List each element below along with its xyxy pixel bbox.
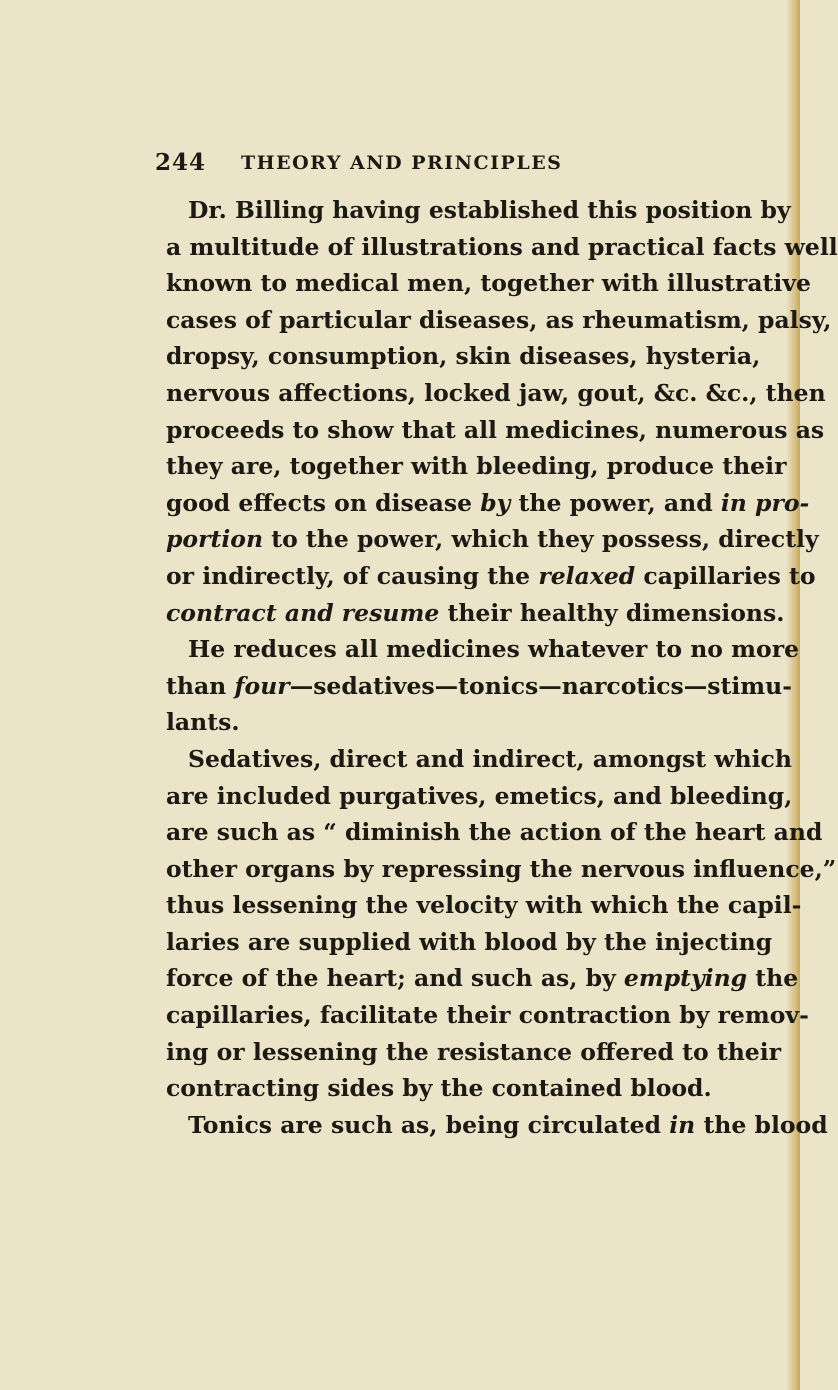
text-line — [166, 338, 761, 375]
text-run: force of the heart; and such as, by — [166, 964, 624, 993]
text-line — [166, 1107, 828, 1144]
text-run: the blood — [695, 1110, 828, 1139]
running-head: THEORY AND PRINCIPLES — [241, 152, 563, 174]
text-run: a multitude of illustrations and practical facts well — [166, 232, 838, 261]
text-run: the power, and — [510, 488, 721, 517]
text-line — [166, 851, 837, 888]
text-line — [166, 741, 792, 778]
italic-text: portion — [166, 525, 264, 554]
text-line — [166, 521, 819, 558]
italic-text: in pro- — [720, 488, 810, 517]
text-run: laries are supplied with blood by the injecting — [166, 927, 773, 956]
text-run: lants. — [166, 708, 240, 737]
text-line — [166, 229, 838, 266]
text-run: He reduces all medicines whatever to no more — [188, 635, 800, 664]
text-line — [166, 1034, 782, 1071]
text-run: dropsy, consumption, skin diseases, hysteria, — [166, 342, 761, 371]
text-line — [166, 997, 809, 1034]
text-line — [166, 375, 826, 412]
text-run: proceeds to show that all medicines, numerous as — [166, 415, 825, 444]
text-run: ing or lessening the resistance offered to their — [166, 1037, 782, 1066]
text-run: known to medical men, together with illustrative — [166, 269, 811, 298]
italic-text: four — [234, 671, 290, 700]
text-line — [166, 887, 802, 924]
text-line — [166, 704, 714, 741]
text-run: than — [166, 671, 235, 700]
text-line — [166, 485, 810, 522]
italic-text: in — [669, 1110, 696, 1139]
text-run: nervous affections, locked jaw, gout, &c. &c., then — [166, 378, 826, 407]
text-run: the — [747, 964, 799, 993]
text-run: or indirectly, of causing the — [166, 561, 539, 590]
text-run: their healthy dimensions. — [439, 598, 785, 627]
text-run: are included purgatives, emetics, and bleeding, — [166, 781, 793, 810]
text-run: to the power, which they possess, directly — [263, 525, 819, 554]
text-line — [166, 192, 791, 229]
text-run: Dr. Billing having established this position by — [188, 196, 791, 224]
text-line — [166, 960, 799, 997]
text-line — [166, 778, 793, 815]
text-line — [166, 558, 816, 595]
italic-text: emptying — [623, 964, 748, 993]
text-run: are such as “ diminish the action of the heart and — [166, 818, 823, 847]
text-run: they are, together with bleeding, produce their — [166, 452, 787, 481]
text-line — [166, 924, 773, 961]
text-line — [166, 595, 785, 632]
text-run: other organs by repressing the nervous influence,” — [166, 854, 837, 883]
text-line — [166, 412, 825, 449]
text-run: —sedatives—tonics—narcotics—stimu- — [289, 671, 792, 700]
text-line — [166, 448, 787, 485]
text-run: Tonics are such as, being circulated — [188, 1110, 670, 1139]
text-run: good effects on disease — [166, 488, 481, 517]
text-line — [166, 302, 832, 339]
page-header — [155, 149, 715, 179]
page-number: 244 — [155, 149, 207, 176]
text-run: thus lessening the velocity with which the capil- — [166, 891, 802, 920]
text-line — [166, 668, 792, 705]
text-run: cases of particular diseases, as rheumatism, palsy, — [166, 305, 832, 334]
text-line — [166, 1070, 714, 1107]
body-text — [166, 192, 838, 1143]
italic-text: by — [480, 488, 511, 517]
text-line — [166, 631, 800, 668]
italic-text: relaxed — [538, 561, 636, 590]
italic-text: contract and resume — [166, 598, 440, 627]
text-line — [166, 265, 811, 302]
text-run: contracting sides by the contained blood. — [166, 1074, 712, 1103]
text-run: capillaries, facilitate their contraction by remov- — [166, 1001, 809, 1030]
text-run: Sedatives, direct and indirect, amongst which — [188, 744, 792, 773]
text-line — [166, 814, 823, 851]
text-run: capillaries to — [635, 561, 816, 590]
